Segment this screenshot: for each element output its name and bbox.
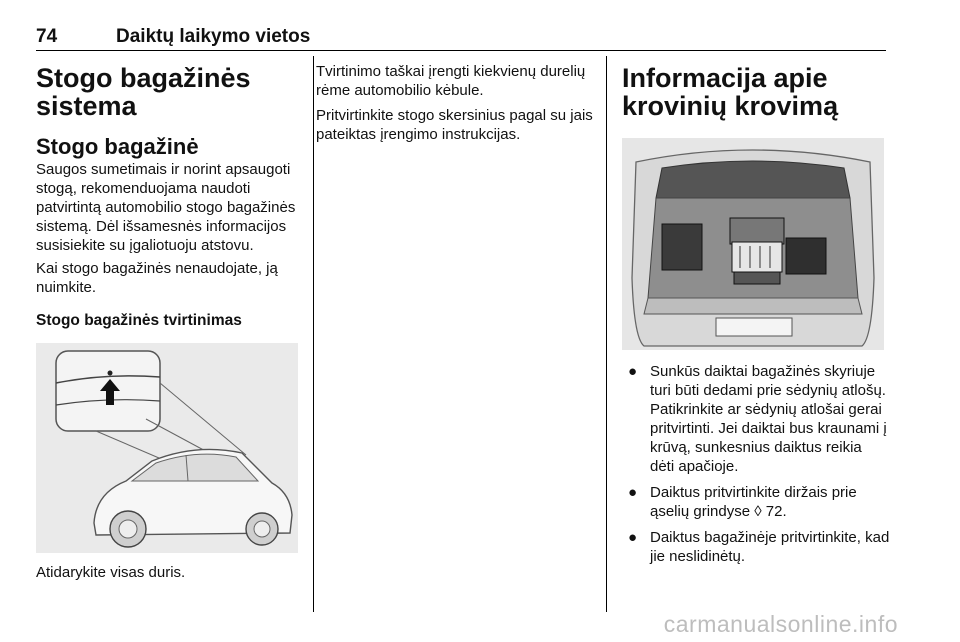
bullet-text: Daiktus bagažinėje pritvirtinkite, kad jie neslidinėtų. [650,529,890,565]
section-title-loading-info: Informacija apie krovinių krovimą [622,63,839,121]
car-side-door-frame-drawing [36,343,298,553]
bullet-icon: ● [628,484,638,501]
column-2 [316,62,598,148]
section-title-roof-rack-system: Stogo bagažinės sistema [36,63,251,121]
page-number: 74 [36,26,58,47]
roof-rack-mount-illustration [36,343,298,553]
running-title: Daiktų laikymo vietos [116,26,311,47]
paragraph-remove-rack: Kai stogo bagažinės nenaudojate, ją nuimkite. [36,260,278,296]
paragraph-roof-rack-safety: Saugos sumetimais ir norint apsaugoti stogą, rekomenduojama naudoti patvirtintą automobilio stogo bagažinės sistemą. Dėl išsamesnės informacijos susisiekite su įgaliotuoju atstovu. [36,161,296,254]
column-divider-right [606,56,607,612]
watermark: carmanualsonline.info [663,611,898,637]
paragraph-install-crossbars: Pritvirtinkite stogo skersinius pagal su jais pateiktas įrengimo instrukcijas. [316,107,593,143]
bullet-icon: ● [628,529,638,546]
cargo-loading-illustration [622,138,884,350]
page-header [36,22,886,51]
paragraph-mount-points: Tvirtinimo taškai įrengti kiekvienų durelių rėme automobilio kėbule. [316,63,586,99]
loading-tips-list [622,362,890,566]
column-divider-left [313,56,314,612]
list-item [622,362,890,476]
heading-rack-mounting: Stogo bagažinės tvirtinimas [36,312,242,329]
caption-open-doors: Atidarykite visas duris. [36,564,186,581]
subsection-title-roof-rack: Stogo bagažinė [36,134,199,159]
bullet-text: Daiktus pritvirtinkite diržais prie ąselių grindyse ◊ 72. [650,484,857,520]
bullet-icon: ● [628,363,638,380]
car-trunk-with-boxes-drawing [622,138,884,350]
column-1 [36,56,302,586]
column-3 [622,56,890,573]
list-item [622,528,890,566]
list-item [622,483,890,521]
bullet-text: Sunkūs daiktai bagažinės skyriuje turi būti dedami prie sėdynių atlošų. Patikrinkite ar sėdynių atlošai gerai pritvirtinti. Jei daiktai bus kraunami į krūvą, sunkesnius daiktus reikia dėti apačioje. [650,363,887,475]
